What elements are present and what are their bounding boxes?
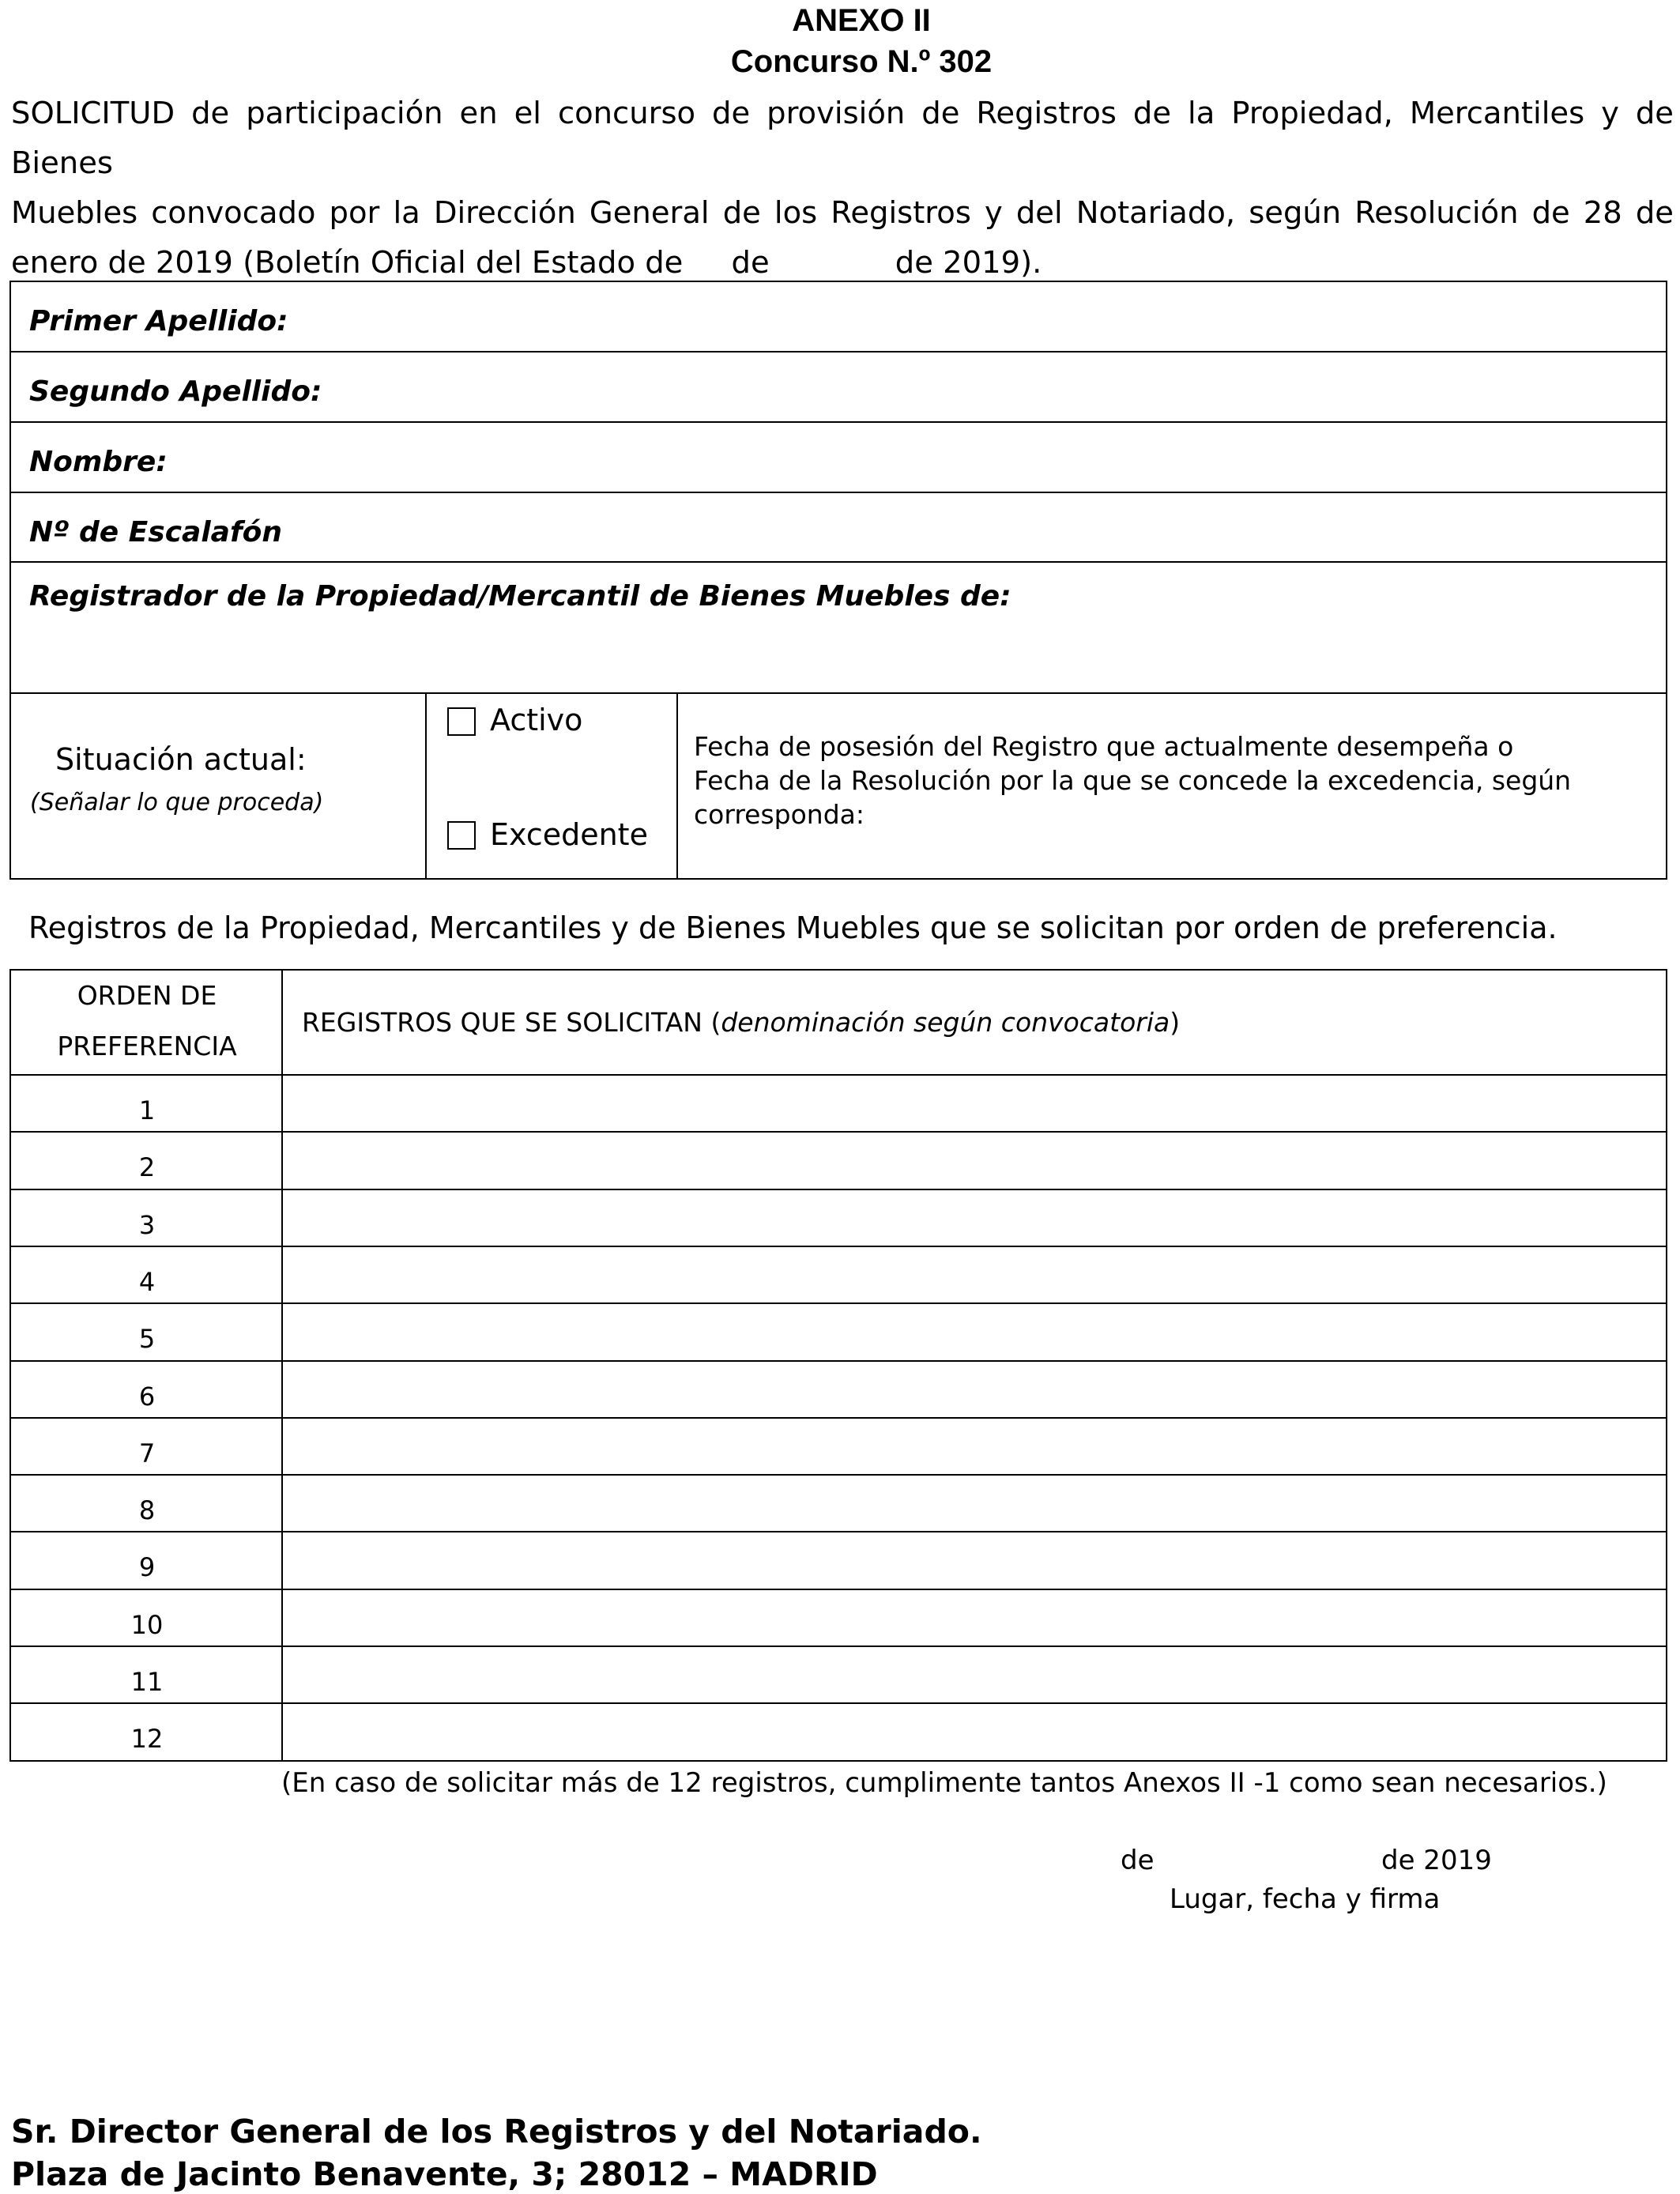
divider: [11, 561, 1666, 563]
registry-entry-field[interactable]: [283, 1531, 1666, 1588]
preference-number: 11: [130, 1667, 164, 1697]
signature-de: de: [1121, 1845, 1155, 1876]
preference-number: 8: [138, 1495, 156, 1526]
active-checkbox[interactable]: [447, 707, 476, 736]
registries-table: [9, 969, 1667, 1762]
preference-number: 6: [138, 1381, 156, 1412]
situation-label: Situación actual:: [55, 742, 307, 777]
divider: [11, 1589, 1666, 1590]
column-header-registries: [302, 1007, 1180, 1039]
divider: [11, 421, 1666, 423]
registry-entry-field[interactable]: [283, 1589, 1666, 1646]
column-header-order-line: PREFERENCIA: [57, 1031, 237, 1061]
second-surname-field[interactable]: Segundo Apellido:: [29, 375, 322, 408]
registry-entry-field[interactable]: [283, 1474, 1666, 1531]
divider: [11, 1246, 1666, 1247]
date-note-line: corresponda:: [694, 799, 864, 830]
divider: [11, 1702, 1666, 1704]
signature-year: de 2019: [1381, 1845, 1492, 1876]
preference-number: 1: [138, 1095, 156, 1125]
registry-entry-field[interactable]: [283, 1702, 1666, 1759]
signature-caption: Lugar, fecha y firma: [1170, 1883, 1441, 1915]
contest-title: Concurso N.º 302: [730, 44, 993, 79]
preference-number: 2: [138, 1152, 156, 1183]
active-option-label: Activo: [490, 703, 583, 737]
registry-entry-field[interactable]: [283, 1360, 1666, 1417]
preference-number: 3: [138, 1209, 156, 1240]
divider: [425, 692, 427, 880]
registry-entry-field[interactable]: [283, 1189, 1666, 1246]
date-note: [694, 729, 1571, 831]
divider: [11, 1646, 1666, 1647]
first-surname-field[interactable]: Primer Apellido:: [29, 305, 288, 337]
divider: [11, 1531, 1666, 1532]
addressee-line: Sr. Director General de los Registros y del Notariado.: [11, 2113, 982, 2151]
annex-title: ANEXO II: [792, 3, 931, 38]
divider: [11, 351, 1666, 352]
preference-number: 7: [138, 1438, 156, 1468]
intro-line: Muebles convocado por la Dirección General de los Registros y del Notariado, según Resolución de 28 de: [11, 195, 1674, 231]
date-note-line: Fecha de la Resolución por la que se concede la excedencia, según: [694, 765, 1572, 796]
intro-paragraph: [11, 89, 1674, 288]
registry-entry-field[interactable]: [283, 1302, 1666, 1359]
date-note-line: Fecha de posesión del Registro que actualmente desempeña o: [694, 731, 1514, 762]
preference-number: 12: [130, 1724, 164, 1755]
name-field[interactable]: Nombre:: [29, 446, 168, 478]
registry-entry-field[interactable]: [283, 1074, 1666, 1131]
preference-number: 5: [138, 1324, 156, 1355]
excedente-option-label: Excedente: [490, 817, 648, 852]
registrar-field[interactable]: Registrador de la Propiedad/Mercantil de Bienes Muebles de:: [29, 580, 1011, 613]
preference-number: 9: [138, 1552, 156, 1583]
column-header-registries-close: ): [1170, 1007, 1181, 1038]
excedente-checkbox[interactable]: [447, 821, 476, 850]
intro-line: enero de 2019 (Boletín Oficial del Estado de de de 2019).: [11, 245, 1042, 281]
divider: [11, 1474, 1666, 1476]
divider: [11, 1189, 1666, 1190]
extra-annex-note: (En caso de solicitar más de 12 registros, cumplimente tantos Anexos II -1 como sean necesarios.): [281, 1767, 1607, 1799]
column-header-order-line: ORDEN DE: [77, 980, 217, 1011]
divider: [11, 1360, 1666, 1362]
registry-entry-field[interactable]: [283, 1131, 1666, 1188]
column-header-order: [11, 971, 283, 1072]
divider: [11, 492, 1666, 493]
divider: [11, 1302, 1666, 1304]
situation-hint: (Señalar lo que proceda): [30, 789, 324, 816]
column-header-registries-italic: denominación según convocatoria: [721, 1007, 1170, 1038]
preference-number: 4: [138, 1266, 156, 1297]
personal-data-box: [9, 281, 1667, 880]
registry-entry-field[interactable]: [283, 1246, 1666, 1302]
divider: [11, 692, 1666, 694]
escalafon-field[interactable]: Nº de Escalafón: [29, 516, 282, 548]
registries-intro: Registros de la Propiedad, Mercantiles y de Bienes Muebles que se solicitan por orden de preferencia.: [28, 910, 1558, 945]
divider: [676, 692, 678, 880]
address-line: Plaza de Jacinto Benavente, 3; 28012 – MADRID: [11, 2155, 878, 2193]
divider: [11, 1417, 1666, 1419]
preference-number: 10: [130, 1609, 164, 1640]
column-header-registries-text: REGISTROS QUE SE SOLICITAN (: [302, 1007, 721, 1038]
divider: [11, 1131, 1666, 1133]
intro-line: SOLICITUD de participación en el concurso de provisión de Registros de la Propiedad, Mercantiles y de Bienes: [11, 96, 1674, 181]
registry-entry-field[interactable]: [283, 1417, 1666, 1474]
registry-entry-field[interactable]: [283, 1646, 1666, 1702]
